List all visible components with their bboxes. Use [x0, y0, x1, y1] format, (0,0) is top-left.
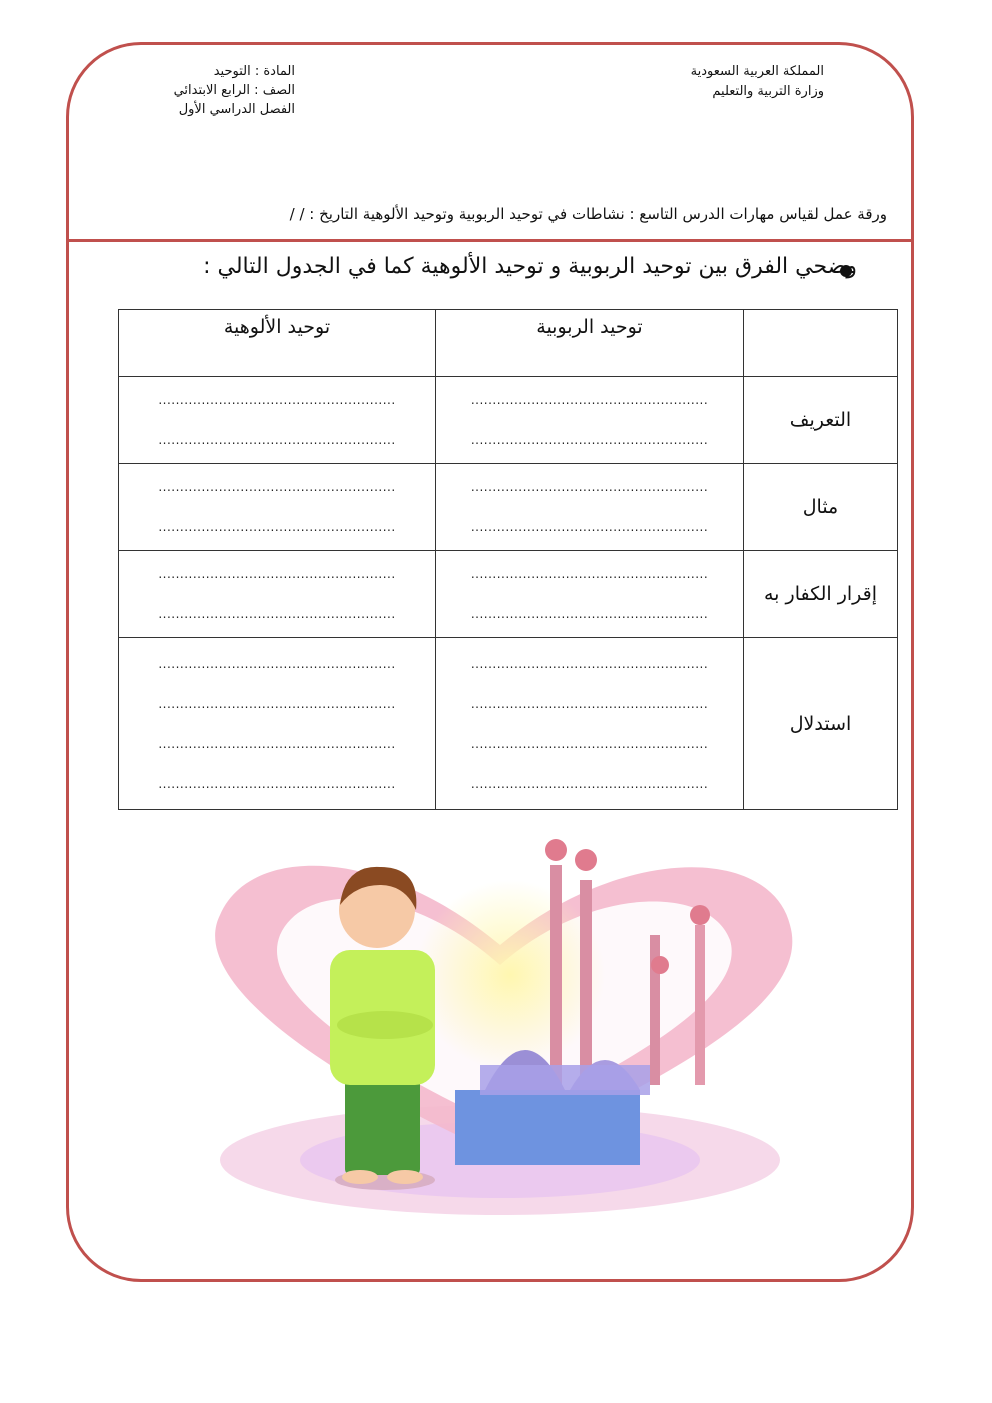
subject-label: المادة : التوحيد [213, 64, 295, 79]
worksheet-topic-line: ورقة عمل لقياس مهارات الدرس التاسع : نشاطات في توحيد الربوبية وتوحيد الألوهية التاريخ : / / [289, 205, 887, 223]
dot-line: ....................................................... [158, 567, 396, 581]
crescent [545, 839, 567, 861]
mosque-base [455, 1090, 640, 1165]
boy-praying-heart-mosque-icon [180, 825, 820, 1230]
table-row [119, 551, 898, 638]
crescent [651, 956, 669, 974]
empty-corner-cell [744, 310, 898, 377]
dot-line: ....................................................... [158, 776, 396, 791]
answer-cell[interactable] [119, 377, 436, 464]
dot-line: ....................................................... [158, 607, 396, 621]
answer-cell[interactable] [119, 464, 436, 551]
header-divider [68, 239, 912, 242]
boy-arms [337, 1011, 433, 1039]
mosque-wall [480, 1065, 650, 1095]
header-left [174, 62, 295, 119]
crescent [575, 849, 597, 871]
dot-line: ....................................................... [470, 433, 709, 447]
minaret [695, 925, 705, 1085]
grade-label: الصف : الرابع الابتدائي [173, 83, 295, 98]
row-label-disbelievers-acknowledgement: إقرار الكفار به [744, 551, 898, 638]
ministry-name: وزارة التربية والتعليم [712, 84, 824, 99]
answer-cell[interactable] [436, 638, 744, 810]
dot-line: ....................................................... [470, 567, 709, 581]
dot-line: ....................................................... [470, 393, 709, 407]
table-header-row [119, 310, 898, 377]
answer-cell[interactable] [436, 464, 744, 551]
sun-glow [415, 880, 605, 1070]
dot-line: ....................................................... [158, 696, 396, 711]
comparison-table [118, 309, 898, 810]
table-row [119, 464, 898, 551]
dot-line: ....................................................... [158, 480, 396, 494]
dot-line: ....................................................... [158, 520, 396, 534]
boy-foot [342, 1170, 378, 1184]
column-header-uluhiyyah: توحيد الألوهية [119, 310, 436, 377]
column-header-rububiyyah: توحيد الربوبية [436, 310, 744, 377]
dot-line: ....................................................... [470, 696, 709, 711]
dot-line: ....................................................... [470, 607, 709, 621]
semester-label: الفصل الدراسي الأول [178, 102, 295, 117]
dot-line: ....................................................... [158, 393, 396, 407]
row-label-example: مثال [744, 464, 898, 551]
answer-cell[interactable] [119, 551, 436, 638]
minaret [550, 865, 562, 1085]
dot-line: ....................................................... [470, 776, 709, 791]
minaret [580, 880, 592, 1085]
row-label-evidence: استدلال [744, 638, 898, 810]
dot-line: ....................................................... [158, 433, 396, 447]
dot-line: ....................................................... [470, 656, 709, 671]
dot-line: ....................................................... [158, 736, 396, 751]
table-row [119, 377, 898, 464]
table-row [119, 638, 898, 810]
dot-line: ....................................................... [158, 656, 396, 671]
instruction-text: وضحي الفرق بين توحيد الربوبية و توحيد الألوهية كما في الجدول التالي : [203, 254, 857, 279]
country-name: المملكة العربية السعودية [690, 64, 824, 79]
answer-cell[interactable] [436, 377, 744, 464]
boy-legs [345, 1075, 420, 1175]
boy-foot [387, 1170, 423, 1184]
dot-line: ....................................................... [470, 736, 709, 751]
dot-line: ....................................................... [470, 520, 709, 534]
dot-line: ....................................................... [470, 480, 709, 494]
header-right [691, 62, 824, 102]
row-label-definition: التعريف [744, 377, 898, 464]
answer-cell[interactable] [119, 638, 436, 810]
crescent [690, 905, 710, 925]
answer-cell[interactable] [436, 551, 744, 638]
